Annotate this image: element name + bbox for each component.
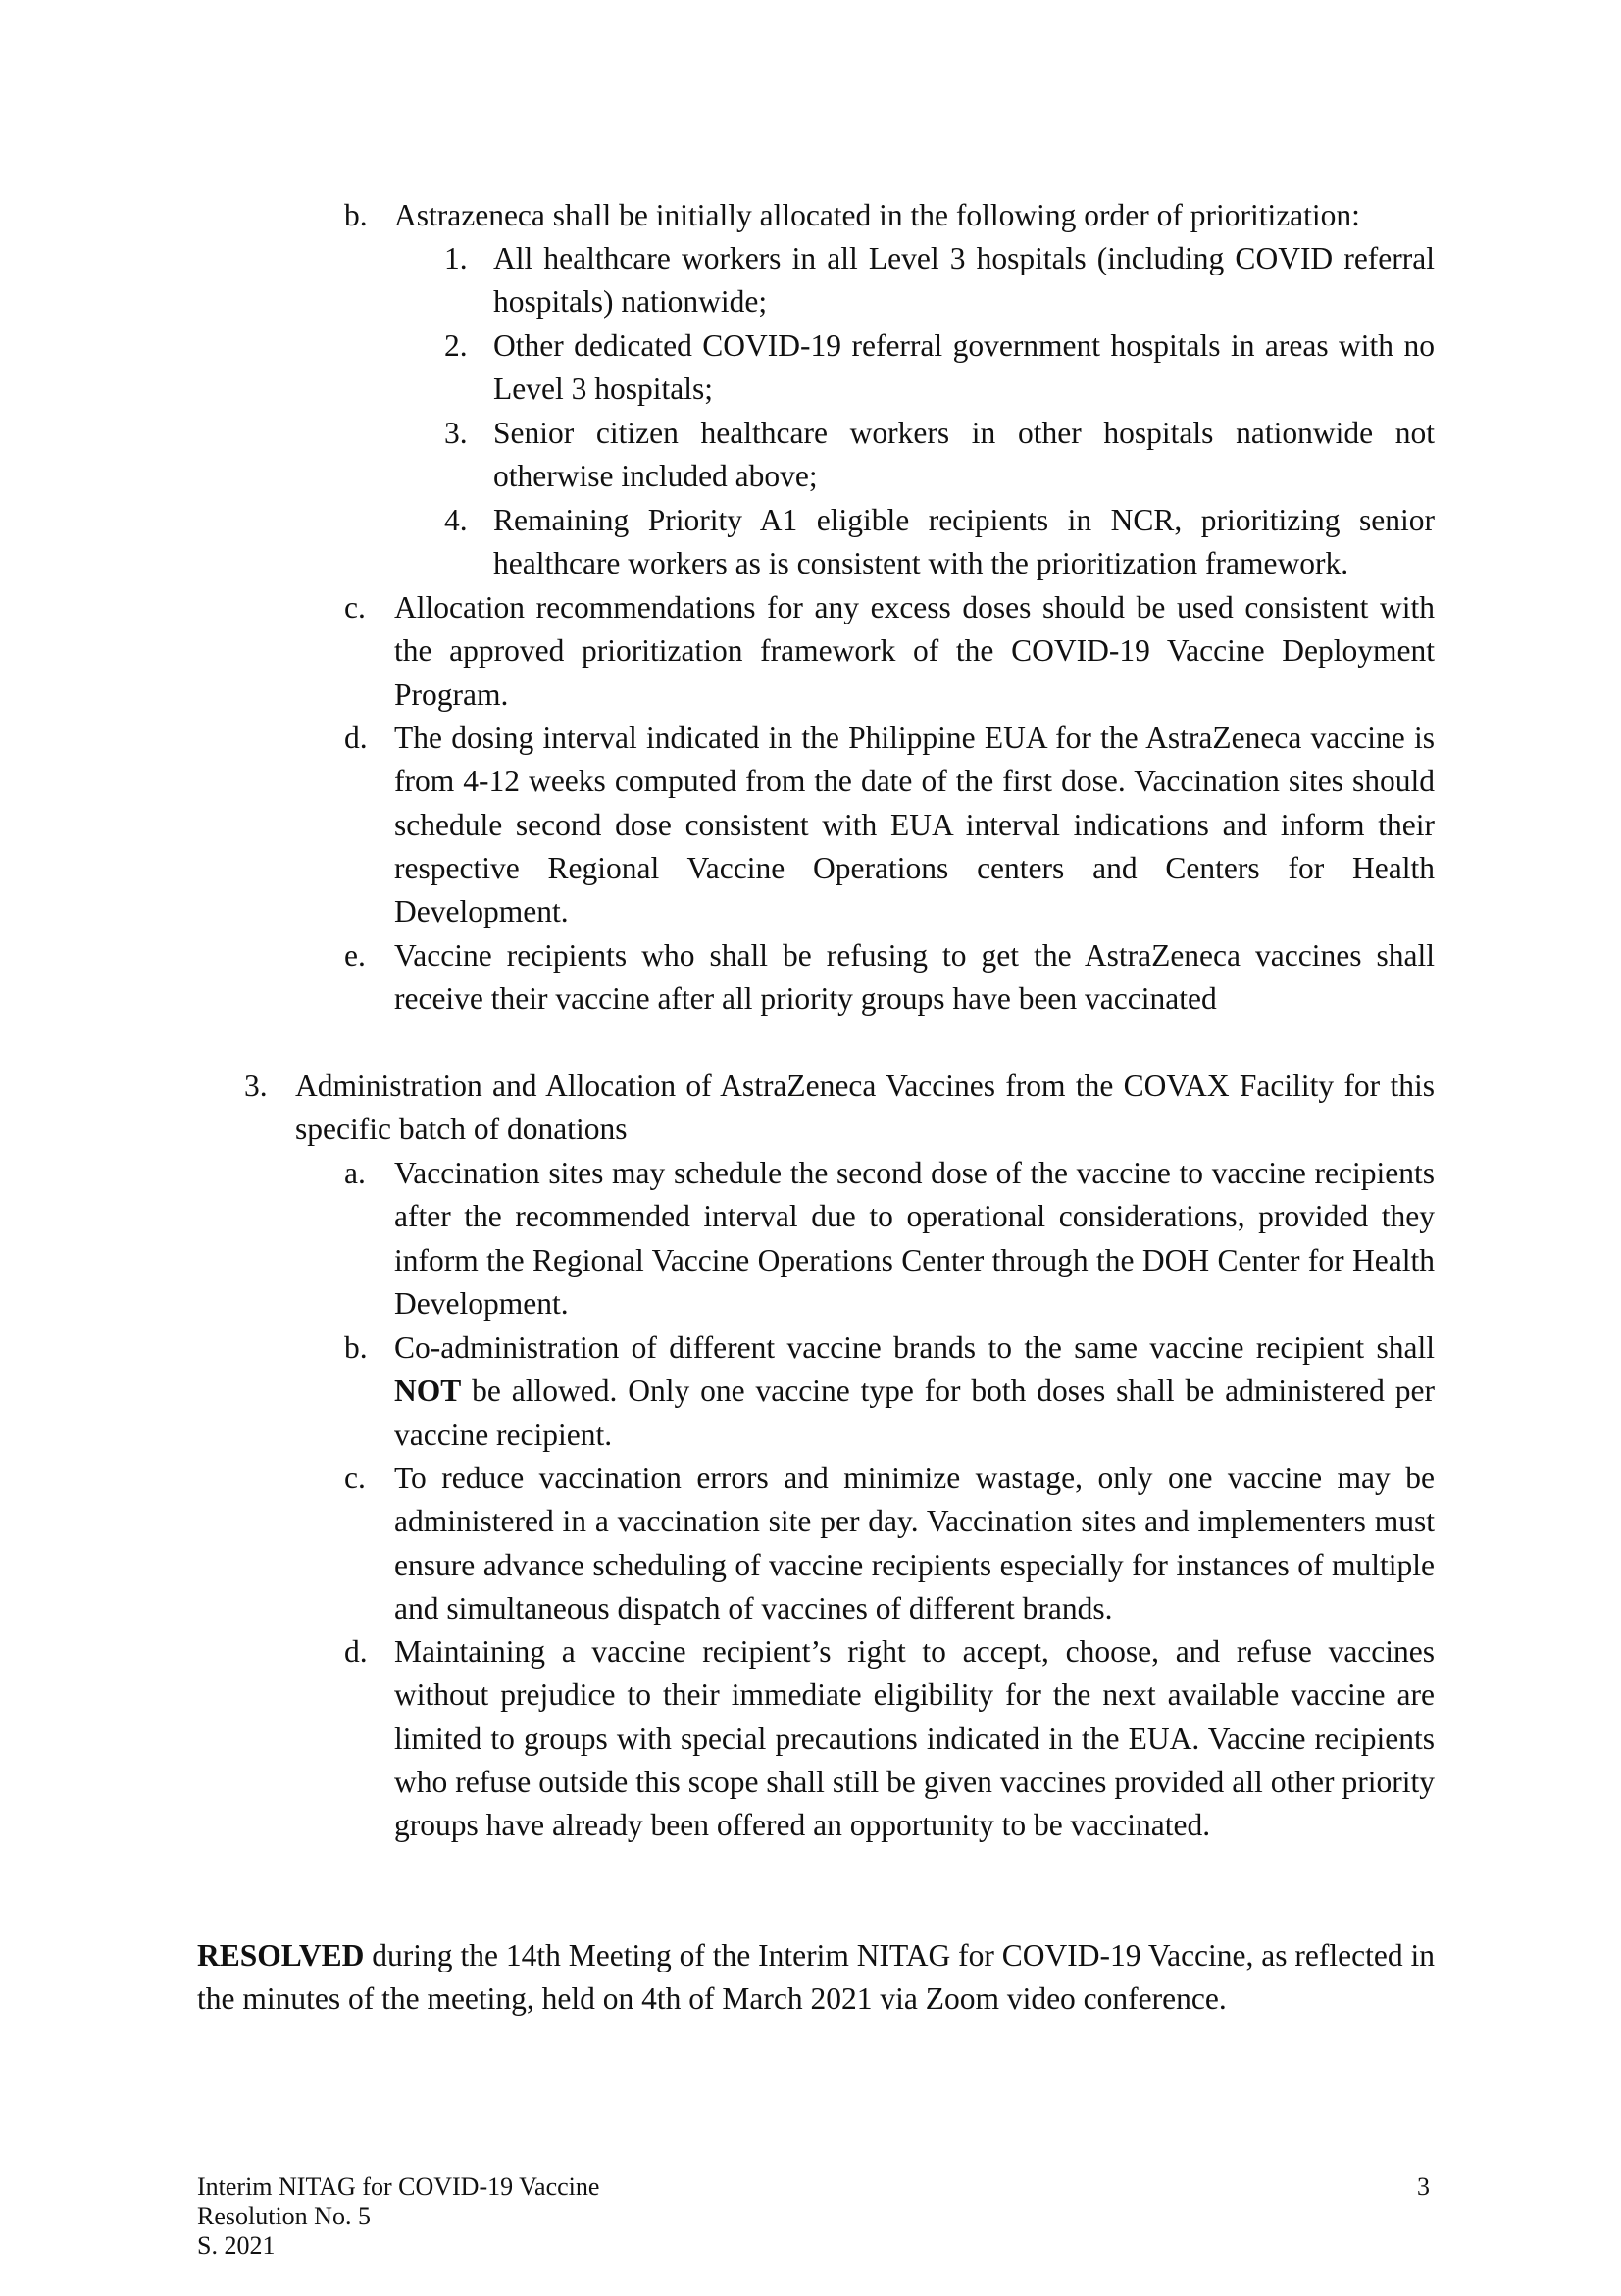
section-e-text: Vaccine recipients who shall be refusing to get the AstraZeneca vaccines shall receive their vaccine after all priority groups have been vaccinated <box>394 938 1435 1017</box>
item3b-text-before: Co-administration of different vaccine brands to the same vaccine recipient shall <box>394 1330 1435 1365</box>
section-c-text: Allocation recommendations for any excess doses should be used consistent with the approved prioritization framework of the COVID-19 Vaccine Deployment Program. <box>394 590 1435 712</box>
list-marker-3a: a. <box>344 1156 366 1190</box>
list-marker-3: 3. <box>444 416 468 450</box>
item3d-text: Maintaining a vaccine recipient’s right to accept, choose, and refuse vaccines without prejudice to their immediate eligibility for the next available vaccine are limited to groups with special precautions indicated in the EUA. Vaccine recipients who refuse outside this scope shall still be given vaccines provided all other priority groups have already been offered an opportunity to be vaccinated. <box>394 1634 1435 1843</box>
priority-item-4: Remaining Priority A1 eligible recipients in NCR, prioritizing senior healthcare workers as is consistent with the prioritization framework. <box>493 503 1435 581</box>
list-marker-b: b. <box>344 198 368 232</box>
priority-item-1: All healthcare workers in all Level 3 hospitals (including COVID referral hospitals) nationwide; <box>493 241 1435 320</box>
list-marker-3d: d. <box>344 1634 368 1669</box>
footer-line-3: S. 2021 <box>197 2231 276 2260</box>
priority-item-2: Other dedicated COVID-19 referral government hospitals in areas with no Level 3 hospitals; <box>493 328 1435 407</box>
list-marker-3b: b. <box>344 1330 368 1365</box>
item3a-text: Vaccination sites may schedule the second dose of the vaccine to vaccine recipients after the recommended interval due to operational considerations, provided they inform the Regional Vaccine Operations Center through the DOH Center for Health Development. <box>394 1156 1435 1321</box>
item3b-text <box>394 1326 1435 1457</box>
list-marker-c: c. <box>344 590 366 624</box>
item3b-text-bold: NOT <box>394 1373 462 1409</box>
section-b-text: Astrazeneca shall be initially allocated in the following order of prioritization: <box>394 198 1360 232</box>
list-marker-e: e. <box>344 938 366 973</box>
resolved-text: during the 14th Meeting of the Interim NITAG for COVID-19 Vaccine, as reflected in the minutes of the meeting, held on 4th of March 2021 via Zoom video conference. <box>197 1938 1435 2017</box>
footer-line-2: Resolution No. 5 <box>197 2202 371 2230</box>
list-marker-1: 1. <box>444 241 468 275</box>
priority-item-3: Senior citizen healthcare workers in other hospitals nationwide not otherwise included above; <box>493 416 1435 494</box>
list-marker-4: 4. <box>444 503 468 537</box>
footer-line-1: Interim NITAG for COVID-19 Vaccine <box>197 2172 600 2201</box>
page-number: 3 <box>1417 2172 1430 2201</box>
section-d-text: The dosing interval indicated in the Philippine EUA for the AstraZeneca vaccine is from 4-12 weeks computed from the date of the first dose. Vaccination sites should schedule second dose consistent with EUA interval indications and inform their respective Regional Vaccine Operations centers and Centers for Health Development. <box>394 721 1435 929</box>
item3c-text: To reduce vaccination errors and minimize wastage, only one vaccine may be administered in a vaccination site per day. Vaccination sites and implementers must ensure advance scheduling of vaccine recipients especially for instances of multiple and simultaneous dispatch of vaccines of different brands. <box>394 1461 1435 1625</box>
item3-heading: Administration and Allocation of AstraZeneca Vaccines from the COVAX Facility for this specific batch of donations <box>295 1069 1435 1147</box>
list-marker-d: d. <box>344 721 368 755</box>
list-marker-3-main: 3. <box>244 1069 268 1103</box>
list-marker-2: 2. <box>444 328 468 363</box>
resolved-paragraph <box>197 1934 1435 2021</box>
resolved-label: RESOLVED <box>197 1938 365 1972</box>
item3b-text-after: be allowed. Only one vaccine type for both doses shall be administered per vaccine recipient. <box>394 1373 1435 1452</box>
list-marker-3c: c. <box>344 1461 366 1495</box>
